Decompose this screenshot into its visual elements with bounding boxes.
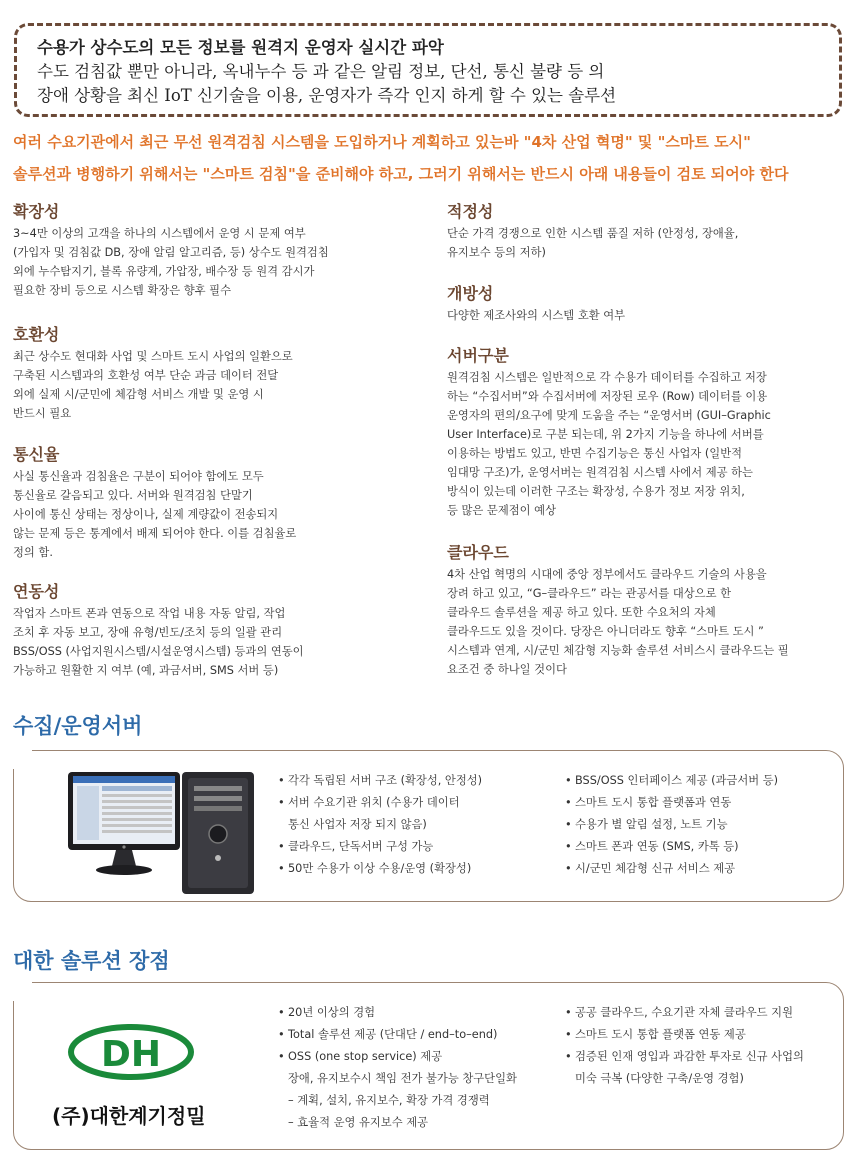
section-line: 않는 문제 등은 통계에서 배제 되어야 한다. 이를 검침율로 [13,527,297,540]
section-line: (가입자 및 검침값 DB, 장애 알림 알고리즘, 등) 상수도 원격검침 [13,246,329,259]
list-item: • 시/군민 체감형 신규 서비스 제공 [565,858,778,880]
section-line: 다양한 제조사와의 시스템 호환 여부 [447,309,626,322]
company-name: (주)대한계기정밀 [52,1104,206,1128]
section-line: 통신율로 갈음되고 있다. 서버와 원격검침 단말기 [13,489,253,502]
intro-line: 수도 검침값 뿐만 아니라, 옥내누수 등 과 같은 알림 정보, 단선, 통신 불량 등 의 [37,62,605,81]
section-comm-rate [13,443,408,580]
section-line: 유지보수 등의 저하) [447,246,546,259]
lead-text [13,126,853,190]
section-title: 확장성 [13,202,60,221]
server-section-title: 수집/운영서버 [13,714,143,738]
section-title: 서버구분 [447,346,509,365]
section-line: 작업자 스마트 폰과 연동으로 작업 내용 자동 알림, 작업 [13,607,286,620]
section-line: BSS/OSS (사업지원시스템/시설운영시스템) 등과의 연동이 [13,645,304,658]
list-item: • BSS/OSS 인터페이스 제공 (과금서버 등) [565,770,778,792]
section-line: 운영자의 편의/요구에 맞게 도움을 주는 “운영서버 (GUI–Graphic [447,409,771,422]
strengths-col2 [565,1002,804,1090]
section-server-types [447,344,854,541]
list-item: • 검증된 인재 영입과 과감한 투자로 신규 사업의 [565,1046,804,1068]
list-item: 미숙 극복 (다양한 구축/운영 경험) [575,1072,744,1085]
list-item: • 공공 클라우드, 수요기관 자체 클라우드 지원 [565,1002,804,1024]
section-line: 외에 누수탐지기, 블록 유량계, 가압장, 배수장 등 원격 감시가 [13,265,315,278]
section-line: 단순 가격 경쟁으로 인한 시스템 품질 저하 (안정성, 장애율, [447,227,739,240]
list-item: • 스마트 도시 통합 플랫폼과 연동 [565,792,778,814]
section-compatibility [13,323,408,443]
section-line: 방식이 있는데 이러한 구조는 확장성, 수용가 정보 저장 위치, [447,485,745,498]
company-logo [52,1024,242,1134]
server-features-col1 [278,770,482,880]
server-features-col2 [565,770,778,880]
strengths-section-title: 대한 솔루션 장점 [13,949,170,973]
section-line: 반드시 필요 [13,407,72,420]
section-line: 사실 통신율과 검침율은 구분이 되어야 함에도 모두 [13,470,264,483]
list-item: 통신 사업자 저장 되지 않음) [288,818,427,831]
list-item: 장애, 유지보수시 책임 전가 불가능 창구단일화 [288,1072,517,1085]
dh-logo-icon [62,1024,242,1084]
section-interlock [13,580,408,680]
list-item: • 스마트 도시 통합 플랫폼 연동 제공 [565,1024,804,1046]
section-line: 등 많은 문제점이 예상 [447,504,556,517]
list-item: • 20년 이상의 경험 [278,1002,517,1024]
right-column [447,200,854,679]
list-item: • Total 솔루션 제공 (단대단 / end–to–end) [278,1024,517,1046]
section-line: 장려 하고 있고, “G–클라우드” 라는 관공서를 대상으로 한 [447,587,732,600]
lead-line: 여러 수요기관에서 최근 무선 원격검침 시스템을 도입하거나 계획하고 있는바 "4차 산업 혁명" 및 "스마트 도시" [13,133,751,151]
intro-box [14,23,842,117]
section-line: 클라우드도 있을 것이다. 당장은 아니더라도 향후 “스마트 도시 ” [447,625,764,638]
section-line: 정의 함. [13,546,53,559]
section-title: 클라우드 [447,543,509,562]
section-line: 원격검침 시스템은 일반적으로 각 수용가 데이터를 수집하고 저장 [447,371,767,384]
list-item: • 서버 수요기관 위치 (수용가 데이터 [278,792,482,814]
section-scalability [13,200,408,323]
section-line: 클라우드 솔루션을 제공 하고 있다. 또한 수요처의 자체 [447,606,716,619]
section-title: 적정성 [447,202,494,221]
section-title: 호환성 [13,325,60,344]
lead-line: 솔루션과 병행하기 위해서는 "스마트 검침"을 준비해야 하고, 그러기 위해서는 반드시 아래 내용들이 검토 되어야 한다 [13,165,789,183]
section-cloud [447,541,854,679]
section-line: 외에 실제 시/군민에 체감형 서비스 개발 및 운영 시 [13,388,264,401]
section-line: 하는 “수집서버”와 수집서버에 저장된 로우 (Row) 데이터를 이용 [447,390,768,403]
section-line: 조치 후 자동 보고, 장애 유형/빈도/조치 등의 일괄 관리 [13,626,283,639]
section-line: 임대망 구조)가, 운영서버는 원격검침 시스템 사에서 제공 하는 [447,466,753,479]
logo-mark: DH [100,1034,162,1075]
section-title: 통신율 [13,445,60,464]
section-line: 사이에 통신 상태는 정상이나, 실제 계량값이 전송되지 [13,508,279,521]
left-column [13,200,408,680]
list-item: • 50만 수용가 이상 수용/운영 (확장성) [278,858,482,880]
list-item: – 효율적 운영 유지보수 제공 [288,1116,429,1129]
list-item: – 계획, 설치, 유지보수, 확장 가격 경쟁력 [288,1094,490,1107]
list-item: • 스마트 폰과 연동 (SMS, 카톡 등) [565,836,778,858]
section-line: 3~4만 이상의 고객을 하나의 시스템에서 운영 시 문제 여부 [13,227,306,240]
section-line: 이용하는 방법도 있고, 반면 수집기능은 통신 사업자 (일반적 [447,447,743,460]
section-line: 요조건 중 하나일 것이다 [447,663,567,676]
section-line: 시스템과 연계, 시/군민 체감형 지능화 솔루션 서비스시 클라우드는 필 [447,644,789,657]
section-title: 연동성 [13,582,60,601]
section-title: 개방성 [447,284,494,303]
section-line: 최근 상수도 현대화 사업 및 스마트 도시 사업의 일환으로 [13,350,293,363]
intro-line: 장애 상황을 최신 IoT 신기술을 이용, 운영자가 즉각 인지 하게 할 수 있는 솔루션 [37,86,617,105]
section-line: 구축된 시스템과의 호환성 여부 단순 과금 데이터 전달 [13,369,279,382]
computer-illustration [64,758,264,898]
intro-headline: 수용가 상수도의 모든 정보를 원격지 운영자 실시간 파악 [37,38,444,57]
list-item: • 각각 독립된 서버 구조 (확장성, 안정성) [278,770,482,792]
strengths-col1 [278,1002,517,1134]
section-openness [447,282,854,344]
section-line: User Interface)로 구분 되는데, 위 2가지 기능을 하나에 서버를 [447,428,764,441]
section-line: 가능하고 원활한 지 여부 (예, 과금서버, SMS 서버 등) [13,664,279,677]
list-item: • OSS (one stop service) 제공 [278,1046,517,1068]
list-item: • 수용가 별 알림 설정, 노트 기능 [565,814,778,836]
section-appropriateness [447,200,854,282]
section-line: 4차 산업 혁명의 시대에 중앙 정부에서도 클라우드 기술의 사용을 [447,568,767,581]
list-item: • 클라우드, 단독서버 구성 가능 [278,836,482,858]
section-line: 필요한 장비 등으로 시스템 확장은 향후 필수 [13,284,231,297]
